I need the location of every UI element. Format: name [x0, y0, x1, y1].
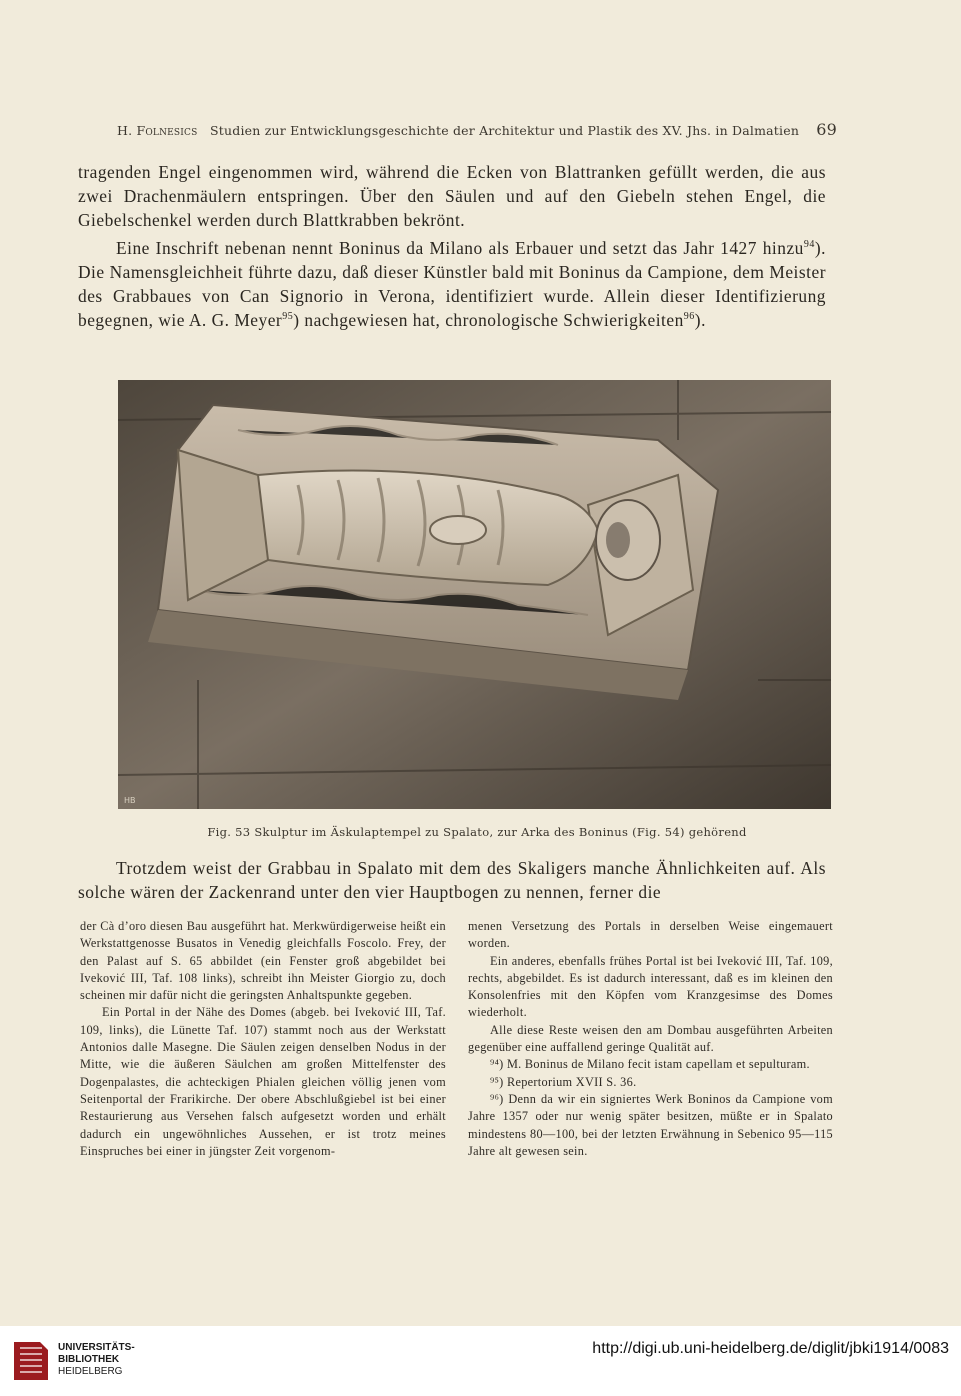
sculpture-image [118, 380, 831, 809]
running-header [117, 120, 837, 139]
paragraph-2 [78, 236, 826, 332]
footnote-text: Alle diese Reste weisen den am Dombau ausgeführten Arbeiten gegenüber eine auffallend geringe Qualität auf. [468, 1022, 833, 1055]
paragraph-3: Trotzdem weist der Grabbau in Spalato mit dem des Skaligers manche Ähnlichkeiten auf. Als solche wären der Zackenrand unter den vier Hauptbogen zu nennen, ferner die [78, 858, 826, 902]
page-number: 69 [816, 120, 837, 139]
footnotes-right-column [468, 918, 833, 1160]
paragraph-2-part-b: ). Die Namensgleichheit führte dazu, daß dieser Künstler bald mit Boninus da Campione, dem Meister des Grabbaues von Can Signorio in Verona, identifiziert wurde. Allein dieser Identifizierung begegnen, wie A. G. Meyer [78, 238, 826, 330]
footnote-95: ⁹⁵) Repertorium XVII S. 36. [490, 1074, 637, 1089]
document-url-link[interactable]: http://digi.ub.uni-heidelberg.de/diglit/jbki1914/0083 [592, 1340, 949, 1357]
footnote-text: menen Versetzung des Portals in derselben Weise eingemauert worden. [468, 919, 833, 951]
svg-text:HB: HB [124, 796, 136, 805]
header-author: H. Folnesics [117, 123, 198, 138]
footnote-text: Ein anderes, ebenfalls frühes Portal ist bei Iveković III, Taf. 109, rechts, abgebildet. Es ist dadurch interessant, daß es im kleinen den Konsolenfries mit den Köpfen vom Kranzgesimse des Domes wiederholt. [468, 953, 833, 1020]
library-name [58, 1342, 135, 1378]
figure-caption: Fig. 53 Skulptur im Äskulaptempel zu Spalato, zur Arka des Boninus (Fig. 54) gehörend [207, 825, 747, 839]
paragraph-2-part-c: ) nachgewiesen hat, chronologische Schwierigkeiten [293, 310, 684, 330]
paragraph-2-part-d: ). [694, 310, 706, 330]
footnote-ref-95[interactable]: 95 [282, 311, 294, 323]
paragraph-1: tragenden Engel eingenommen wird, während die Ecken von Blattranken gefüllt werden, die aus zwei Drachenmäulern entspringen. Über den Säulen und auf den Giebeln stehen Engel, die Giebelschenkel werden durch Blattkrabben bekrönt. [78, 162, 826, 230]
footnote-text: Ein Portal in der Nähe des Domes (abgeb. bei Iveković III, Taf. 109, links), die Lünette Taf. 107) stammt noch aus der Werkstatt Antonios dalle Masegne. Die Säulen zeigen denselben Nodus in der Mitte, wie die äußeren Säulchen am großen Mittelfenster des Dogenpalastes, die achteckigen Phialen gleichen völlig jenen vom Seitenportal der Frarikirche. Der obere Abschlußgiebel ist bei einer Restaurierung aus Versehen falsch aufgesetzt worden und erhält dadurch ein ungewöhnliches Aussehen, er ist trotz meines Einspruches bei einer in jüngster Zeit vorgenom- [80, 1005, 446, 1158]
paragraph-2-part-a: Eine Inschrift nebenan nennt Boninus da Milano als Erbauer und setzt das Jahr 1427 hinzu [116, 238, 804, 258]
footnote-94: ⁹⁴) M. Boninus de Milano fecit istam capellam et sepulturam. [490, 1057, 810, 1072]
library-name-line: UNIVERSITÄTS- [58, 1342, 135, 1353]
footnote-ref-96[interactable]: 96 [683, 311, 695, 323]
footnote-ref-94[interactable]: 94 [803, 239, 815, 251]
footnote-96: ⁹⁶) Denn da wir ein signiertes Werk Boninos da Campione vom Jahre 1357 oder nur wenig später besitzen, müßte er in Spalato mindestens 80—100, bei der letzten Erwähnung in Sebenico 95—115 Jahre alt gewesen sein. [468, 1091, 833, 1158]
library-name-line: HEIDELBERG [58, 1366, 123, 1377]
footnote-text: der Cà d’oro diesen Bau ausgeführt hat. Merkwürdigerweise heißt ein Werkstattgenosse Busatos in Venedig gleichfalls Foscolo. Frey, der den Palast auf S. 65 abbildet (ein Fenster groß abgebildet bei Iveković III, Taf. 108 links), schreibt ihn Meister Giorgio zu, doch scheinen mir dafür nicht die geringsten Anhaltspunkte gegeben. [80, 919, 446, 1003]
library-footer [0, 1326, 961, 1396]
sculpture-photograph [118, 380, 831, 809]
footnotes-left-column [80, 918, 446, 1160]
header-title: Studien zur Entwicklungsgeschichte der Architektur und Plastik des XV. Jhs. in Dalmatien [210, 123, 800, 138]
university-library-logo-icon[interactable] [10, 1338, 52, 1384]
library-name-line: BIBLIOTHEK [58, 1354, 120, 1365]
